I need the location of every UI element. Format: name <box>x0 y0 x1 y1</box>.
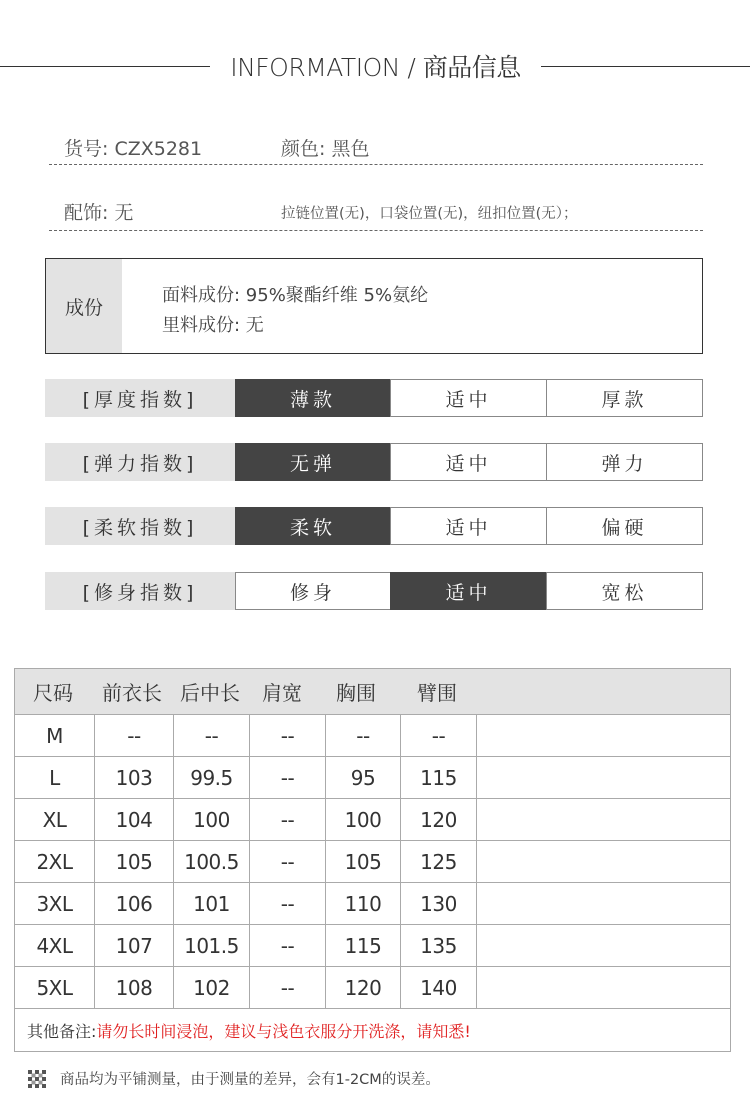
table-row <box>15 714 730 756</box>
accessory-detail: 拉链位置(无)，口袋位置(无)，纽扣位置(无）； <box>281 206 578 222</box>
measurement-cell: 104 <box>95 799 174 840</box>
color-info: 颜色: 黑色 <box>281 138 370 160</box>
measurement-cell: 130 <box>401 883 477 924</box>
size-table-header <box>15 669 730 714</box>
lining-composition: 里料成份: 无 <box>162 315 264 336</box>
composition-label: 成份 <box>46 259 122 353</box>
measurement-cell: 125 <box>401 841 477 882</box>
measurement-cell: 108 <box>95 967 174 1008</box>
table-row <box>15 840 730 882</box>
item-number: 货号: CZX5281 <box>64 138 203 160</box>
header-rule-right <box>541 66 750 67</box>
measurement-cell: 99.5 <box>174 757 250 798</box>
measurement-cell: 110 <box>326 883 401 924</box>
index-option: 适中 <box>390 443 547 481</box>
measurement-cell: 120 <box>326 967 401 1008</box>
measurement-cell: 100 <box>326 799 401 840</box>
size-cell: 2XL <box>15 841 95 882</box>
measurement-cell <box>477 967 730 1008</box>
measurement-cell: 102 <box>174 967 250 1008</box>
measurement-cell: -- <box>250 757 326 798</box>
grid-pattern-icon <box>28 1070 46 1088</box>
measurement-cell: 95 <box>326 757 401 798</box>
size-cell: XL <box>15 799 95 840</box>
table-header-cell: 肩宽 <box>262 681 302 705</box>
size-cell: 5XL <box>15 967 95 1008</box>
measurement-cell: -- <box>250 715 326 756</box>
index-row-elasticity <box>45 443 703 481</box>
section-title: INFORMATION / 商品信息 <box>230 53 521 82</box>
measurement-cell: 100.5 <box>174 841 250 882</box>
index-row-thickness <box>45 379 703 417</box>
table-row <box>15 966 730 1008</box>
index-option: 无弹 <box>235 443 391 481</box>
measurement-cell <box>477 883 730 924</box>
size-cell: 3XL <box>15 883 95 924</box>
measurement-note <box>28 1068 440 1089</box>
measurement-cell: 120 <box>401 799 477 840</box>
index-option: 宽松 <box>546 572 703 610</box>
index-option: 适中 <box>390 379 547 417</box>
measurement-cell: 105 <box>95 841 174 882</box>
index-option: 薄款 <box>235 379 391 417</box>
measurement-cell: 103 <box>95 757 174 798</box>
index-row-softness <box>45 507 703 545</box>
index-option: 偏硬 <box>546 507 703 545</box>
index-option: 适中 <box>390 572 547 610</box>
measurement-cell: -- <box>250 967 326 1008</box>
measurement-cell: 140 <box>401 967 477 1008</box>
table-row <box>15 882 730 924</box>
measurement-cell: -- <box>326 715 401 756</box>
care-note <box>15 1008 730 1051</box>
measurement-cell: 106 <box>95 883 174 924</box>
measurement-cell: 115 <box>326 925 401 966</box>
measurement-cell <box>477 925 730 966</box>
measurement-cell: 135 <box>401 925 477 966</box>
measurement-cell <box>477 757 730 798</box>
measurement-cell: -- <box>250 799 326 840</box>
measurement-cell: 105 <box>326 841 401 882</box>
index-label: [弹力指数] <box>45 443 235 481</box>
measurement-cell <box>477 715 730 756</box>
measurement-cell: -- <box>95 715 174 756</box>
measurement-cell: -- <box>401 715 477 756</box>
table-header-cell: 尺码 <box>33 681 73 705</box>
index-option: 适中 <box>390 507 547 545</box>
table-row <box>15 924 730 966</box>
index-option: 厚款 <box>546 379 703 417</box>
measurement-cell: 101.5 <box>174 925 250 966</box>
dashed-divider <box>49 164 703 165</box>
measurement-cell: 100 <box>174 799 250 840</box>
measurement-cell: -- <box>250 883 326 924</box>
note-label: 其他备注: <box>27 1021 97 1041</box>
measurement-cell <box>477 799 730 840</box>
measurement-cell: 115 <box>401 757 477 798</box>
table-header-cell: 前衣长 <box>102 681 162 705</box>
index-row-fit <box>45 572 703 610</box>
index-option: 柔软 <box>235 507 391 545</box>
table-header-cell: 胸围 <box>336 681 376 705</box>
measurement-cell <box>477 841 730 882</box>
measurement-cell: -- <box>250 925 326 966</box>
header-rule-left <box>0 66 210 67</box>
table-row <box>15 756 730 798</box>
composition-box <box>45 258 703 354</box>
index-label: [柔软指数] <box>45 507 235 545</box>
note-text: 请勿长时间浸泡，建议与浅色衣服分开洗涤，请知悉! <box>96 1021 471 1041</box>
measurement-cell: 107 <box>95 925 174 966</box>
size-cell: 4XL <box>15 925 95 966</box>
index-label: [修身指数] <box>45 572 235 610</box>
measurement-cell: -- <box>174 715 250 756</box>
table-row <box>15 798 730 840</box>
table-header-cell: 臂围 <box>417 681 457 705</box>
measurement-note-text: 商品均为平铺测量，由于测量的差异，会有1-2CM的误差。 <box>60 1072 440 1088</box>
index-option: 弹力 <box>546 443 703 481</box>
size-cell: M <box>15 715 95 756</box>
measurement-cell: -- <box>250 841 326 882</box>
measurement-cell: 101 <box>174 883 250 924</box>
fabric-composition: 面料成份: 95%聚酯纤维 5%氨纶 <box>162 285 429 306</box>
size-table <box>14 668 731 1052</box>
dashed-divider <box>49 230 703 231</box>
size-cell: L <box>15 757 95 798</box>
index-label: [厚度指数] <box>45 379 235 417</box>
index-option: 修身 <box>235 572 391 610</box>
accessory-info: 配饰: 无 <box>64 202 134 224</box>
table-header-cell: 后中长 <box>180 681 240 705</box>
